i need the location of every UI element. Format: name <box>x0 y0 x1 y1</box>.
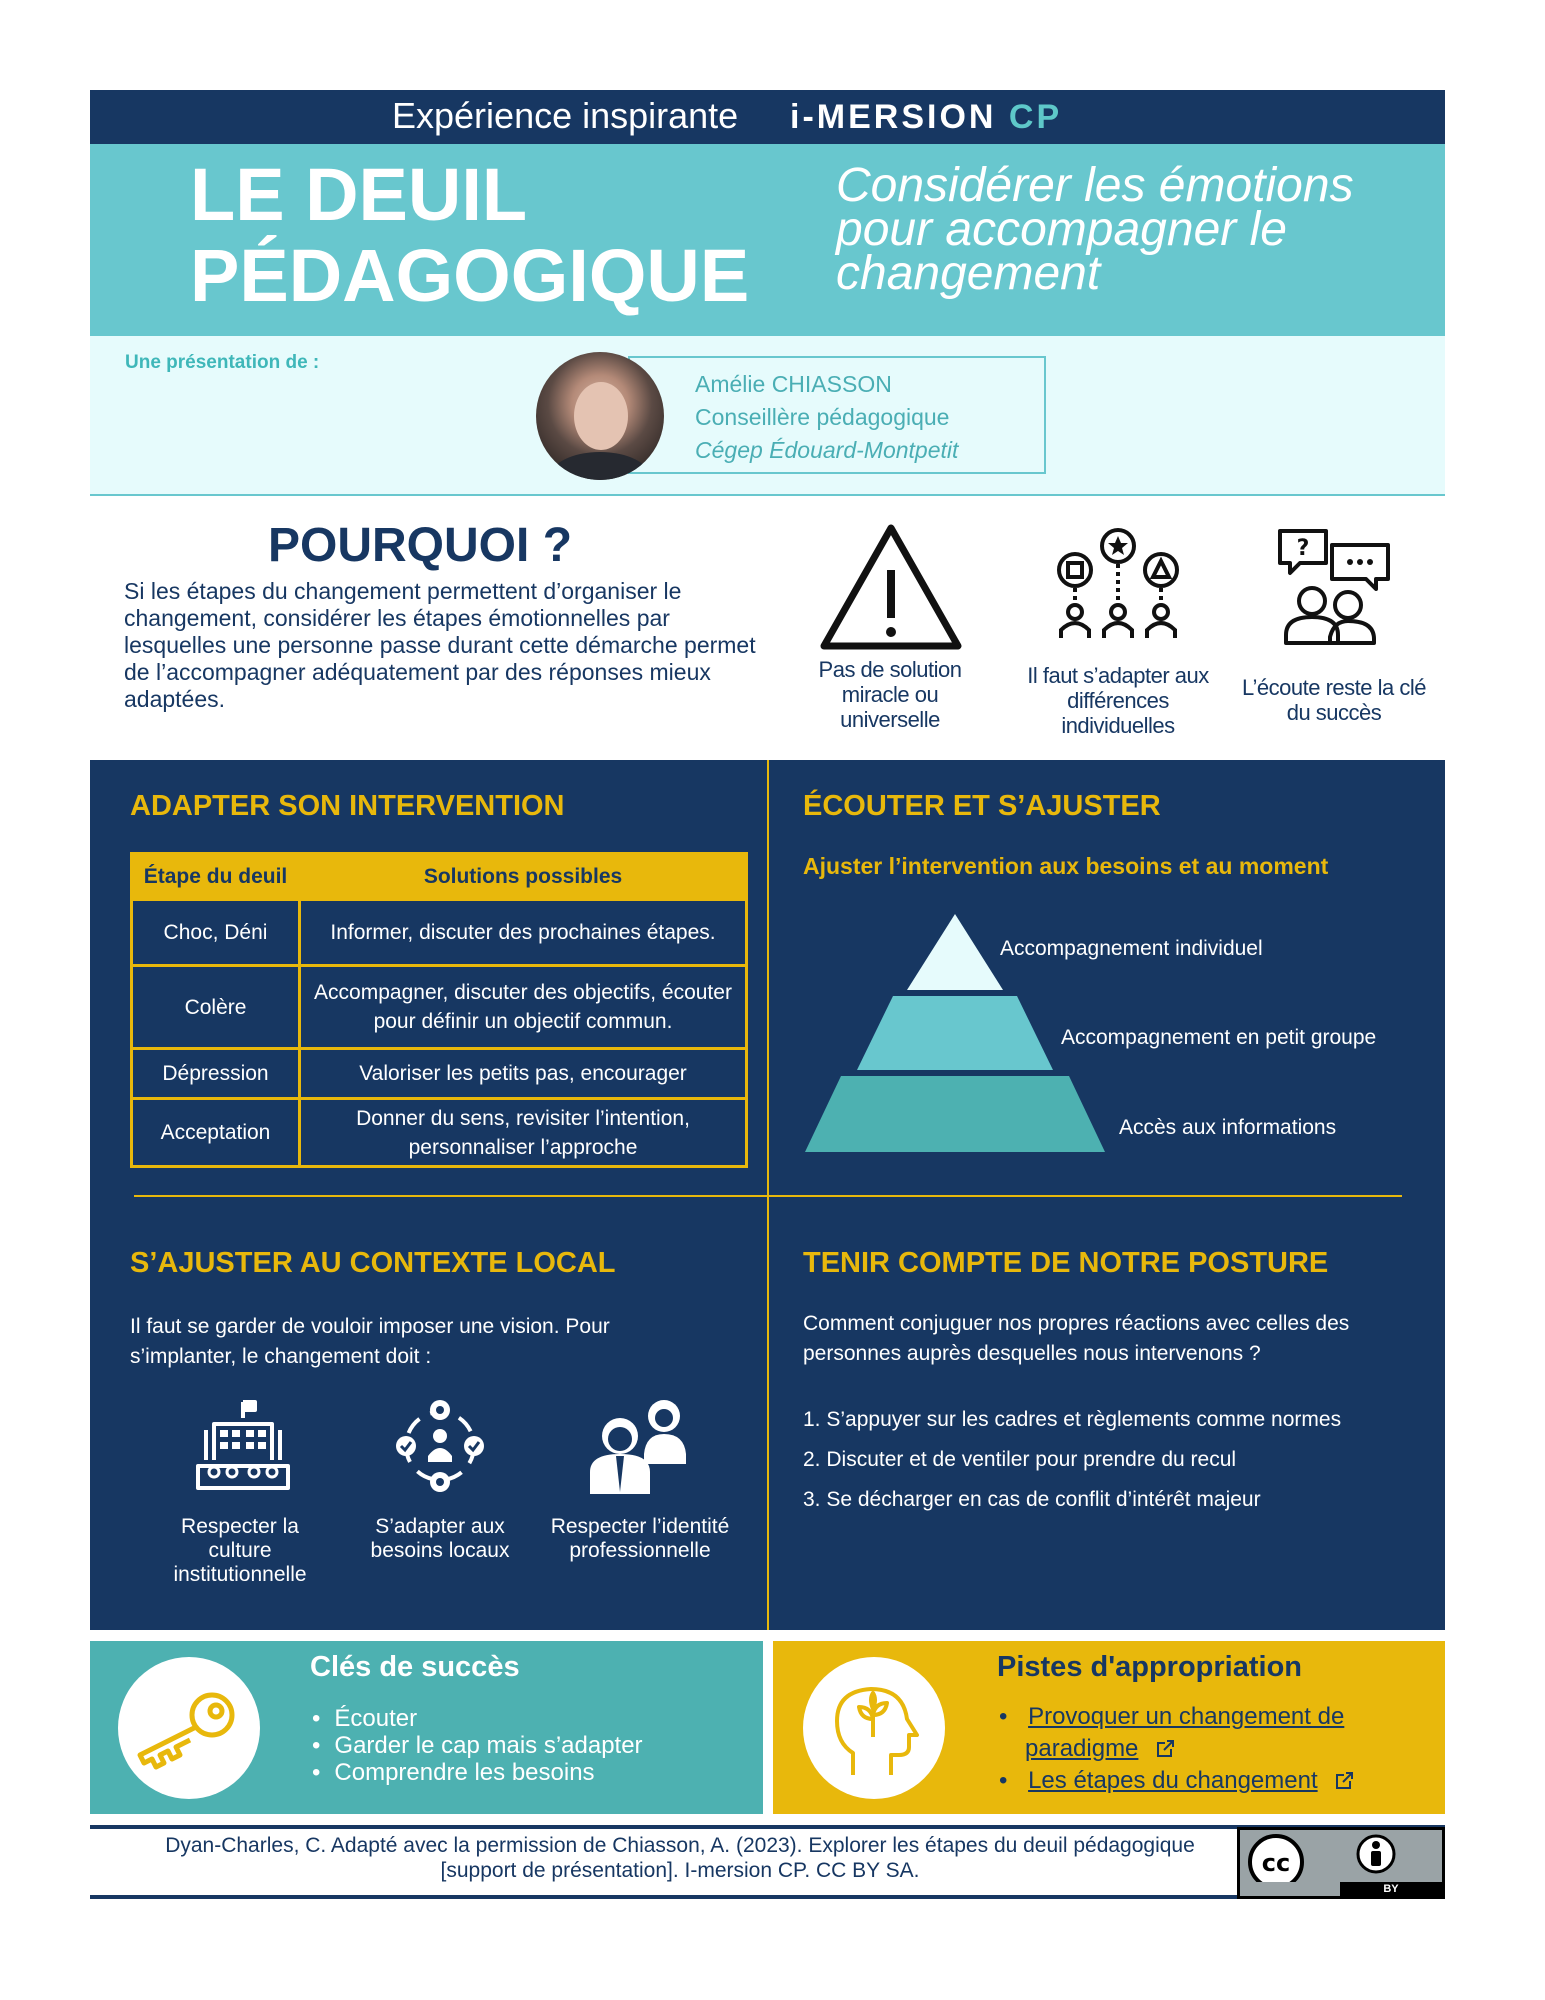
pyramid-level-information <box>805 1076 1105 1152</box>
table-cell-stage: Dépression <box>132 1049 300 1099</box>
pyramid-label-information: Accès aux informations <box>1119 1116 1337 1139</box>
list-item: • Comprendre les besoins <box>312 1759 643 1786</box>
external-link-icon[interactable] <box>1334 1771 1356 1791</box>
adapt-title: ADAPTER SON INTERVENTION <box>130 790 565 822</box>
pyramid-label-individual: Accompagnement individuel <box>1000 937 1263 960</box>
svg-text:?: ? <box>1296 536 1310 561</box>
warning-caption: Pas de solution miracle ou universelle <box>818 657 962 732</box>
citation: Dyan-Charles, C. Adapté avec la permission de Chiasson, A. (2023). Explorer les étapes du deuil pédagogique [support de présentation]. I-mersion CP. CC BY SA. <box>165 1834 1195 1882</box>
page-subtitle: Considérer les émotions pour accompagner le changement <box>836 159 1354 300</box>
tracks-list <box>999 1701 1356 1797</box>
professionals-icon <box>588 1396 690 1496</box>
list-item: 1. S’appuyer sur les cadres et règlements comme normes <box>803 1408 1342 1431</box>
link-paradigm-shift[interactable]: Provoquer un changement de <box>1028 1703 1345 1730</box>
institution-caption: Respecter la culture institutionnelle <box>173 1515 307 1586</box>
conversation-caption: L’écoute reste la clé du succès <box>1242 675 1426 725</box>
table-row <box>132 966 747 1049</box>
presenter-name: Amélie CHIASSON <box>695 371 892 397</box>
conversation-icon <box>1274 525 1394 647</box>
table-row <box>132 900 747 966</box>
presenter-band <box>90 336 1445 496</box>
presenter-label: Une présentation de : <box>125 352 320 373</box>
page-title-line2: PÉDAGOGIQUE <box>190 234 750 317</box>
grief-table <box>130 852 748 1168</box>
tracks-title: Pistes d'appropriation <box>997 1651 1302 1683</box>
local-title: S’AJUSTER AU CONTEXTE LOCAL <box>130 1247 616 1279</box>
local-needs-icon <box>392 1396 488 1496</box>
avatar <box>536 352 664 480</box>
list-item <box>999 1765 1356 1797</box>
table-cell-solution: Informer, discuter des prochaines étapes. <box>300 900 747 966</box>
posture-title: TENIR COMPTE DE NOTRE POSTURE <box>803 1247 1329 1279</box>
table-cell-solution: Donner du sens, revisiter l’intention, personnaliser l’approche <box>300 1099 747 1167</box>
institution-icon <box>192 1400 294 1492</box>
posture-list <box>803 1405 1341 1525</box>
posture-question: Comment conjuguer nos propres réactions avec celles des personnes auprès desquelles nous intervenons ? <box>803 1312 1350 1365</box>
keys-title: Clés de succès <box>310 1651 520 1683</box>
cc-license-badge[interactable] <box>1237 1827 1445 1899</box>
link-change-stages[interactable]: Les étapes du changement <box>1028 1767 1318 1794</box>
brand-logo: i-MERSION CP <box>790 98 1063 136</box>
why-title: POURQUOI ? <box>268 519 573 572</box>
listen-title: ÉCOUTER ET S’AJUSTER <box>803 790 1161 822</box>
warning-icon <box>818 522 964 652</box>
list-item: 2. Discuter et de ventiler pour prendre du recul <box>803 1448 1237 1471</box>
keys-band <box>90 1641 763 1814</box>
pyramid-level-group <box>857 996 1053 1070</box>
page-title-line1: LE DEUIL <box>190 153 528 236</box>
local-needs-caption: S’adapter aux besoins locaux <box>370 1515 510 1562</box>
horizontal-divider <box>134 1195 1402 1197</box>
diversity-icon <box>1052 526 1184 646</box>
table-row <box>132 1099 747 1167</box>
title-band <box>90 144 1445 336</box>
pyramid-level-individual <box>907 914 1003 990</box>
tracks-band <box>773 1641 1445 1814</box>
external-link-icon[interactable] <box>1155 1739 1177 1759</box>
key-icon <box>118 1657 260 1799</box>
table-cell-stage: Acceptation <box>132 1099 300 1167</box>
presenter-card <box>628 356 1046 474</box>
keys-list <box>312 1705 643 1786</box>
list-item: 3. Se décharger en cas de conflit d’intérêt majeur <box>803 1488 1261 1511</box>
pyramid-label-group: Accompagnement en petit groupe <box>1061 1026 1377 1049</box>
presenter-role: Conseillère pédagogique <box>695 404 950 430</box>
growth-mind-icon <box>803 1657 945 1799</box>
list-item: • Écouter <box>312 1705 643 1732</box>
local-text: Il faut se garder de vouloir imposer une vision. Pour s’implanter, le changement doit : <box>130 1315 610 1368</box>
table-cell-stage: Choc, Déni <box>132 900 300 966</box>
table-cell-stage: Colère <box>132 966 300 1049</box>
link-paradigm-shift-cont[interactable]: paradigme <box>1025 1735 1139 1762</box>
diversity-caption: Il faut s’adapter aux différences individuelles <box>1027 663 1209 738</box>
table-cell-solution: Accompagner, discuter des objectifs, écouter pour définir un objectif commun. <box>300 966 747 1049</box>
experience-label: Expérience inspirante <box>392 95 739 136</box>
professionals-caption: Respecter l’identité professionnelle <box>550 1515 730 1562</box>
presenter-institution: Cégep Édouard-Montpetit <box>695 437 959 463</box>
table-row <box>132 1049 747 1099</box>
header-bar <box>90 90 1445 144</box>
why-text: Si les étapes du changement permettent d’organiser le changement, considérer les étapes émotionnelles par lesquelles une personne passe durant cette démarche permet de l’accompagner adéquatement par des réponses mieux adaptées. <box>124 578 756 712</box>
footer <box>90 1825 1445 1899</box>
list-item <box>999 1701 1356 1765</box>
listen-subtitle: Ajuster l’intervention aux besoins et au moment <box>803 853 1329 879</box>
svg-text:cc: cc <box>1261 1849 1291 1877</box>
list-item: • Garder le cap mais s’adapter <box>312 1732 643 1759</box>
cc-by-label: BY <box>1340 1882 1442 1896</box>
table-header-stage: Étape du deuil <box>132 854 300 900</box>
table-cell-solution: Valoriser les petits pas, encourager <box>300 1049 747 1099</box>
table-header-solutions: Solutions possibles <box>300 854 747 900</box>
